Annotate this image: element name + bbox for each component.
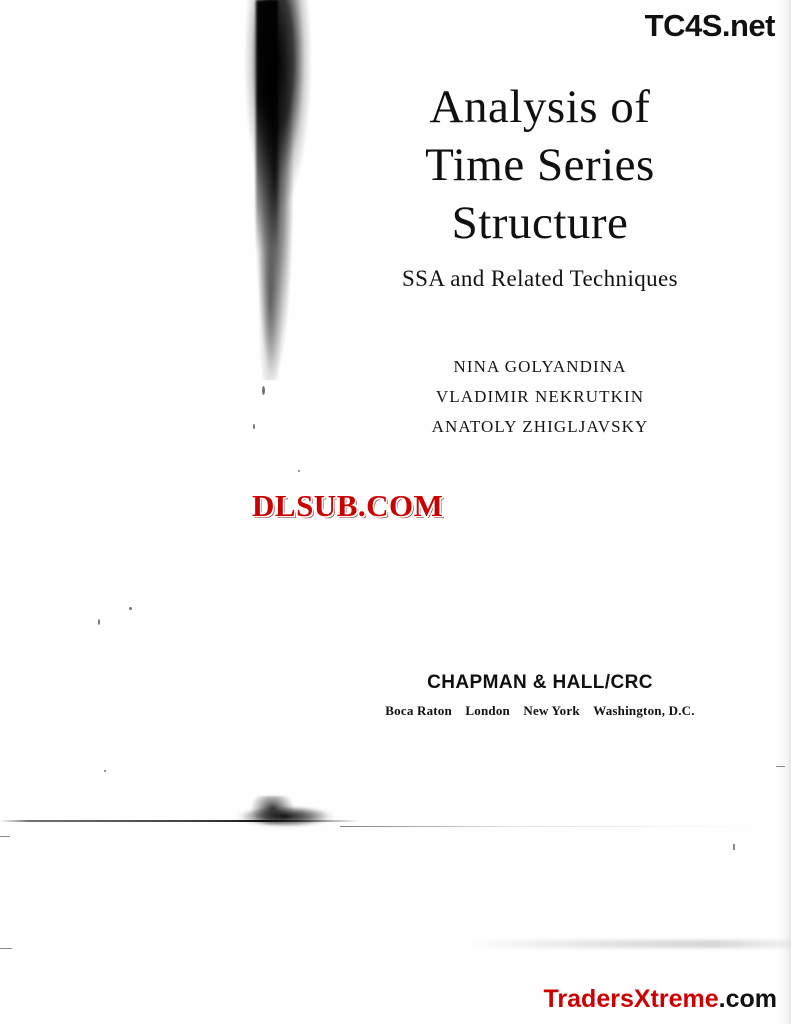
scan-speckle-icon	[262, 386, 265, 395]
scan-right-edge-shadow	[777, 0, 791, 1024]
book-title-line-3: Structure	[451, 197, 629, 249]
author-name: ANATOLY ZHIGLJAVSKY	[431, 417, 649, 436]
scan-tick-mark	[0, 836, 10, 837]
book-title-line-1: Analysis of	[429, 81, 651, 133]
publisher-city: Washington, D.C.	[593, 703, 695, 718]
publisher-city: London	[465, 703, 510, 718]
book-title-line-2: Time Series	[425, 139, 655, 191]
scan-speckle-icon	[104, 770, 106, 772]
scan-speckle-icon	[98, 619, 100, 625]
scan-speckle-icon	[129, 607, 132, 610]
scan-shadow-band	[470, 940, 790, 948]
publisher-name: CHAPMAN & HALL/CRC	[427, 672, 653, 693]
scan-speckle-icon	[253, 424, 255, 429]
scan-horizontal-streak-faint	[340, 826, 760, 827]
publisher-city: New York	[523, 703, 580, 718]
watermark-bottom-right	[544, 985, 777, 1014]
publisher-cities	[330, 703, 750, 719]
scan-smudge-core-artifact	[256, 0, 278, 250]
watermark-bottom-right-name: TradersXtreme	[543, 985, 719, 1013]
scan-speckle-icon	[298, 470, 300, 472]
book-subtitle: SSA and Related Techniques	[401, 266, 679, 291]
scan-horizontal-streak	[0, 820, 360, 822]
scan-tick-mark	[0, 948, 12, 949]
scan-tick-mark	[733, 844, 735, 850]
watermark-top-right: TC4S.net	[644, 8, 775, 43]
author-name: NINA GOLYANDINA	[453, 357, 627, 376]
book-title-block	[330, 78, 750, 292]
publisher-city: Boca Raton	[385, 703, 452, 718]
book-authors-block	[330, 352, 750, 442]
watermark-bottom-right-tld: .com	[718, 985, 777, 1013]
publisher-block	[330, 672, 750, 719]
scan-bottom-blob-artifact	[236, 796, 366, 830]
author-name: VLADIMIR NEKRUTKIN	[435, 387, 645, 406]
watermark-center: DLSUB.COM	[252, 488, 444, 523]
